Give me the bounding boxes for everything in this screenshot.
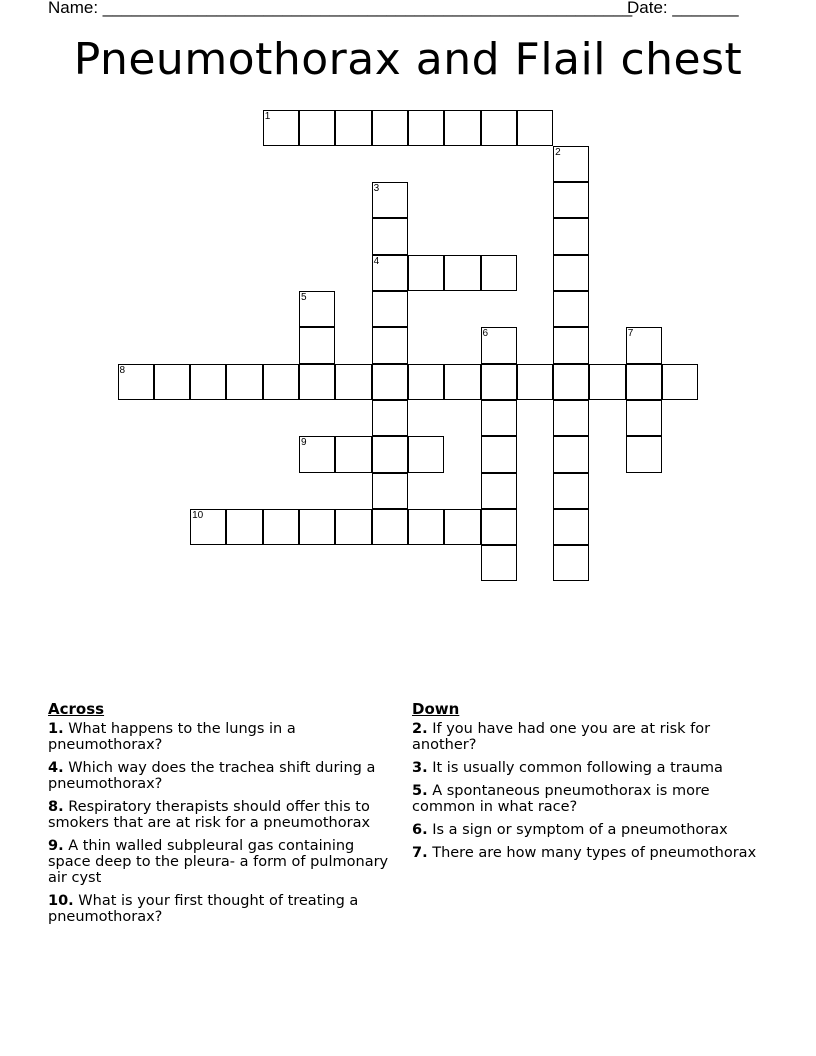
grid-cell[interactable] — [626, 400, 662, 436]
grid-cell[interactable] — [444, 110, 480, 146]
clue-down-7: 7. There are how many types of pneumothorax — [412, 845, 757, 861]
cell-number: 10 — [192, 509, 204, 521]
grid-cell[interactable] — [154, 364, 190, 400]
cell-number: 7 — [627, 328, 634, 340]
grid-cell[interactable] — [553, 327, 589, 363]
cell-number: 1 — [264, 110, 271, 122]
grid-cell[interactable] — [226, 364, 262, 400]
cell-number: 4 — [373, 255, 380, 267]
clue-down-6: 6. Is a sign or symptom of a pneumothorax — [412, 822, 728, 838]
grid-cell[interactable] — [372, 509, 408, 545]
cell-number: 6 — [482, 328, 489, 340]
grid-cell[interactable] — [481, 255, 517, 291]
grid-cell[interactable] — [662, 364, 698, 400]
grid-cell[interactable] — [372, 400, 408, 436]
grid-cell[interactable] — [372, 473, 408, 509]
grid-cell[interactable] — [226, 509, 262, 545]
name-field[interactable]: Name: ________________________________________________________ — [48, 0, 633, 17]
clue-across-4: 4. Which way does the trachea shift during a pneumothorax? — [48, 760, 376, 792]
grid-cell[interactable] — [481, 473, 517, 509]
grid-cell[interactable] — [481, 509, 517, 545]
puzzle-title: Pneumothorax and Flail chest — [73, 34, 743, 85]
down-heading: Down — [412, 700, 460, 718]
clue-down-2: 2. If you have had one you are at risk for another? — [412, 721, 711, 753]
clue-down-3: 3. It is usually common following a trauma — [412, 760, 723, 776]
grid-cell[interactable] — [626, 364, 662, 400]
grid-cell[interactable] — [408, 509, 444, 545]
grid-cell[interactable] — [372, 110, 408, 146]
grid-cell[interactable] — [372, 218, 408, 254]
grid-cell[interactable] — [553, 545, 589, 581]
clue-across-8: 8. Respiratory therapists should offer this to smokers that are at risk for a pneumothorax — [48, 799, 371, 831]
cell-number: 5 — [301, 292, 307, 303]
grid-cell[interactable] — [553, 509, 589, 545]
clue-across-10: 10. What is your first thought of treating a pneumothorax? — [48, 893, 359, 925]
grid-cell[interactable] — [408, 110, 444, 146]
grid-cell[interactable] — [372, 327, 408, 363]
grid-cell[interactable] — [299, 364, 335, 400]
grid-cell[interactable] — [408, 255, 444, 291]
grid-cell[interactable] — [517, 110, 553, 146]
grid-cell[interactable] — [444, 509, 480, 545]
grid-cell[interactable] — [589, 364, 625, 400]
grid-cell[interactable] — [444, 255, 480, 291]
grid-cell[interactable] — [263, 509, 299, 545]
clue-across-1: 1. What happens to the lungs in a pneumothorax? — [48, 721, 296, 753]
grid-cell[interactable] — [553, 182, 589, 218]
grid-cell[interactable] — [335, 436, 371, 472]
across-heading: Across — [48, 700, 105, 718]
grid-cell[interactable] — [408, 436, 444, 472]
grid-cell[interactable] — [299, 110, 335, 146]
grid-cell[interactable] — [372, 436, 408, 472]
grid-cell[interactable] — [553, 255, 589, 291]
date-field[interactable]: Date: _______ — [627, 0, 739, 17]
grid-cell[interactable] — [481, 110, 517, 146]
grid-cell[interactable] — [553, 400, 589, 436]
cell-number: 3 — [373, 183, 380, 195]
grid-cell[interactable] — [335, 364, 371, 400]
grid-cell[interactable] — [553, 291, 589, 327]
grid-cell[interactable] — [372, 291, 408, 327]
grid-cell[interactable] — [481, 400, 517, 436]
grid-cell[interactable] — [481, 436, 517, 472]
grid-cell[interactable] — [190, 364, 226, 400]
cell-number: 2 — [555, 146, 561, 158]
grid-cell[interactable] — [335, 110, 371, 146]
grid-cell[interactable] — [553, 218, 589, 254]
grid-cell[interactable] — [553, 436, 589, 472]
grid-cell[interactable] — [481, 545, 517, 581]
grid-cell[interactable] — [626, 436, 662, 472]
clue-down-5: 5. A spontaneous pneumothorax is more common in what race? — [412, 783, 710, 815]
down-clues — [412, 701, 762, 868]
grid-cell[interactable] — [372, 364, 408, 400]
grid-cell[interactable] — [444, 364, 480, 400]
clue-across-9: 9. A thin walled subpleural gas containing space deep to the pleura- a form of pulmonary air cyst — [48, 838, 389, 886]
cell-number: 9 — [301, 437, 307, 449]
grid-cell[interactable] — [553, 473, 589, 509]
across-clues — [48, 701, 393, 932]
grid-cell[interactable] — [263, 364, 299, 400]
cell-number: 8 — [119, 364, 126, 376]
grid-cell[interactable] — [335, 509, 371, 545]
grid-cell[interactable] — [299, 509, 335, 545]
grid-cell[interactable] — [553, 364, 589, 400]
grid-cell[interactable] — [408, 364, 444, 400]
grid-cell[interactable] — [517, 364, 553, 400]
grid-cell[interactable] — [481, 364, 517, 400]
grid-cell[interactable] — [299, 327, 335, 363]
